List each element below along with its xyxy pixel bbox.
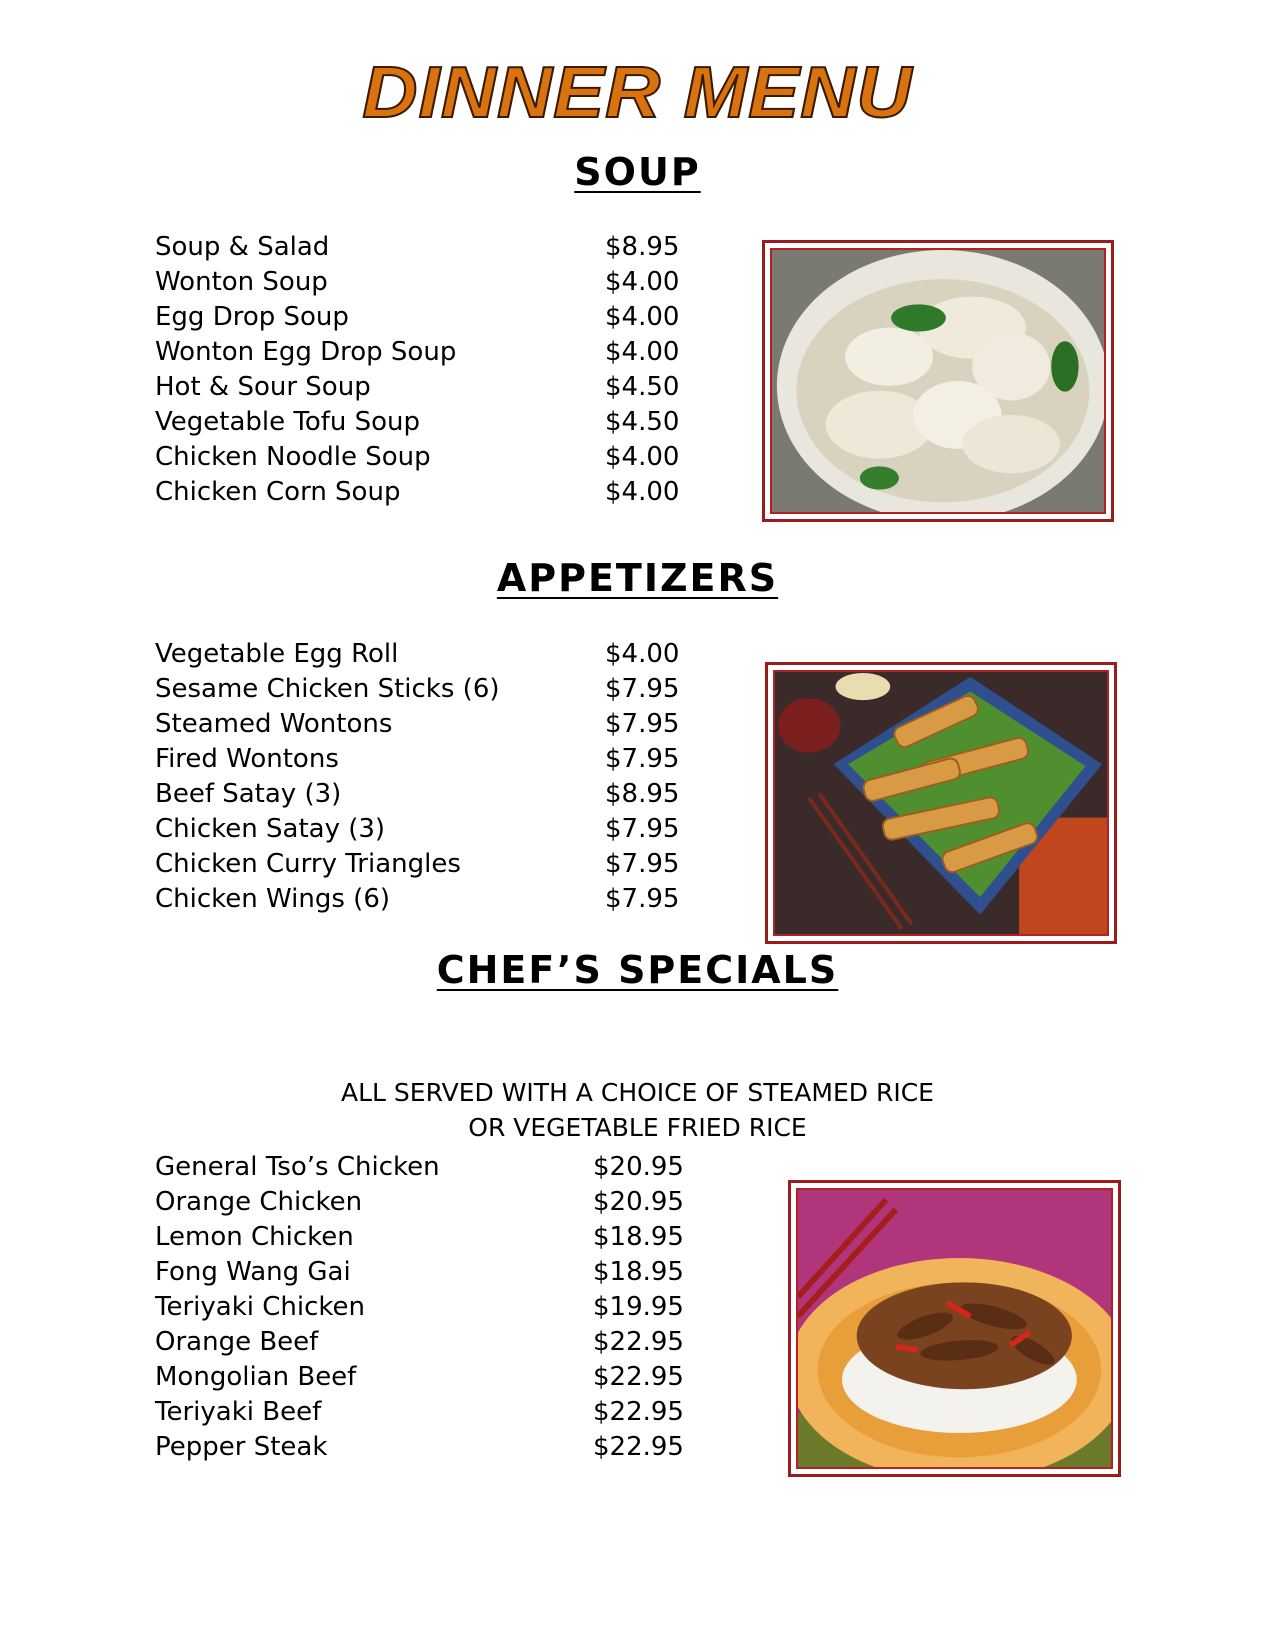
list-item: Chicken Curry Triangles $7.95 <box>155 849 680 879</box>
list-item: Chicken Corn Soup $4.00 <box>155 477 680 507</box>
list-item: Sesame Chicken Sticks (6) $7.95 <box>155 674 680 704</box>
list-item: Pepper Steak $22.95 <box>155 1432 684 1462</box>
wonton-soup-photo <box>762 240 1114 522</box>
list-item: Chicken Noodle Soup $4.00 <box>155 442 680 472</box>
list-item: General Tso’s Chicken $20.95 <box>155 1152 684 1182</box>
list-item: Teriyaki Beef $22.95 <box>155 1397 684 1427</box>
beef-rice-photo <box>788 1180 1121 1477</box>
chefs-specials-heading: CHEF’S SPECIALS <box>436 948 839 992</box>
rice-note-line-1: ALL SERVED WITH A CHOICE OF STEAMED RICE <box>341 1078 934 1107</box>
list-item: Wonton Soup $4.00 <box>155 267 680 297</box>
list-item: Chicken Wings (6) $7.95 <box>155 884 680 914</box>
rice-note <box>0 1075 1275 1145</box>
list-item: Fired Wontons $7.95 <box>155 744 680 774</box>
list-item: Soup & Salad $8.95 <box>155 232 680 262</box>
egg-roll-photo <box>765 662 1117 944</box>
list-item: Lemon Chicken $18.95 <box>155 1222 684 1252</box>
chefs-specials-list <box>155 1150 695 1465</box>
list-item: Fong Wang Gai $18.95 <box>155 1257 684 1287</box>
list-item: Wonton Egg Drop Soup $4.00 <box>155 337 680 367</box>
appetizers-list <box>155 637 695 917</box>
list-item: Hot & Sour Soup $4.50 <box>155 372 680 402</box>
soup-heading: SOUP <box>574 150 701 194</box>
appetizers-heading: APPETIZERS <box>496 556 779 600</box>
list-item: Vegetable Egg Roll $4.00 <box>155 639 680 669</box>
list-item: Vegetable Tofu Soup $4.50 <box>155 407 680 437</box>
list-item: Chicken Satay (3) $7.95 <box>155 814 680 844</box>
soup-list <box>155 230 695 510</box>
list-item: Orange Chicken $20.95 <box>155 1187 684 1217</box>
list-item: Mongolian Beef $22.95 <box>155 1362 684 1392</box>
list-item: Egg Drop Soup $4.00 <box>155 302 680 332</box>
list-item: Teriyaki Chicken $19.95 <box>155 1292 684 1322</box>
list-item: Steamed Wontons $7.95 <box>155 709 680 739</box>
list-item: Orange Beef $22.95 <box>155 1327 684 1357</box>
menu-title: DINNER MENU <box>362 53 913 133</box>
list-item: Beef Satay (3) $8.95 <box>155 779 680 809</box>
rice-note-line-2: OR VEGETABLE FRIED RICE <box>468 1113 807 1142</box>
